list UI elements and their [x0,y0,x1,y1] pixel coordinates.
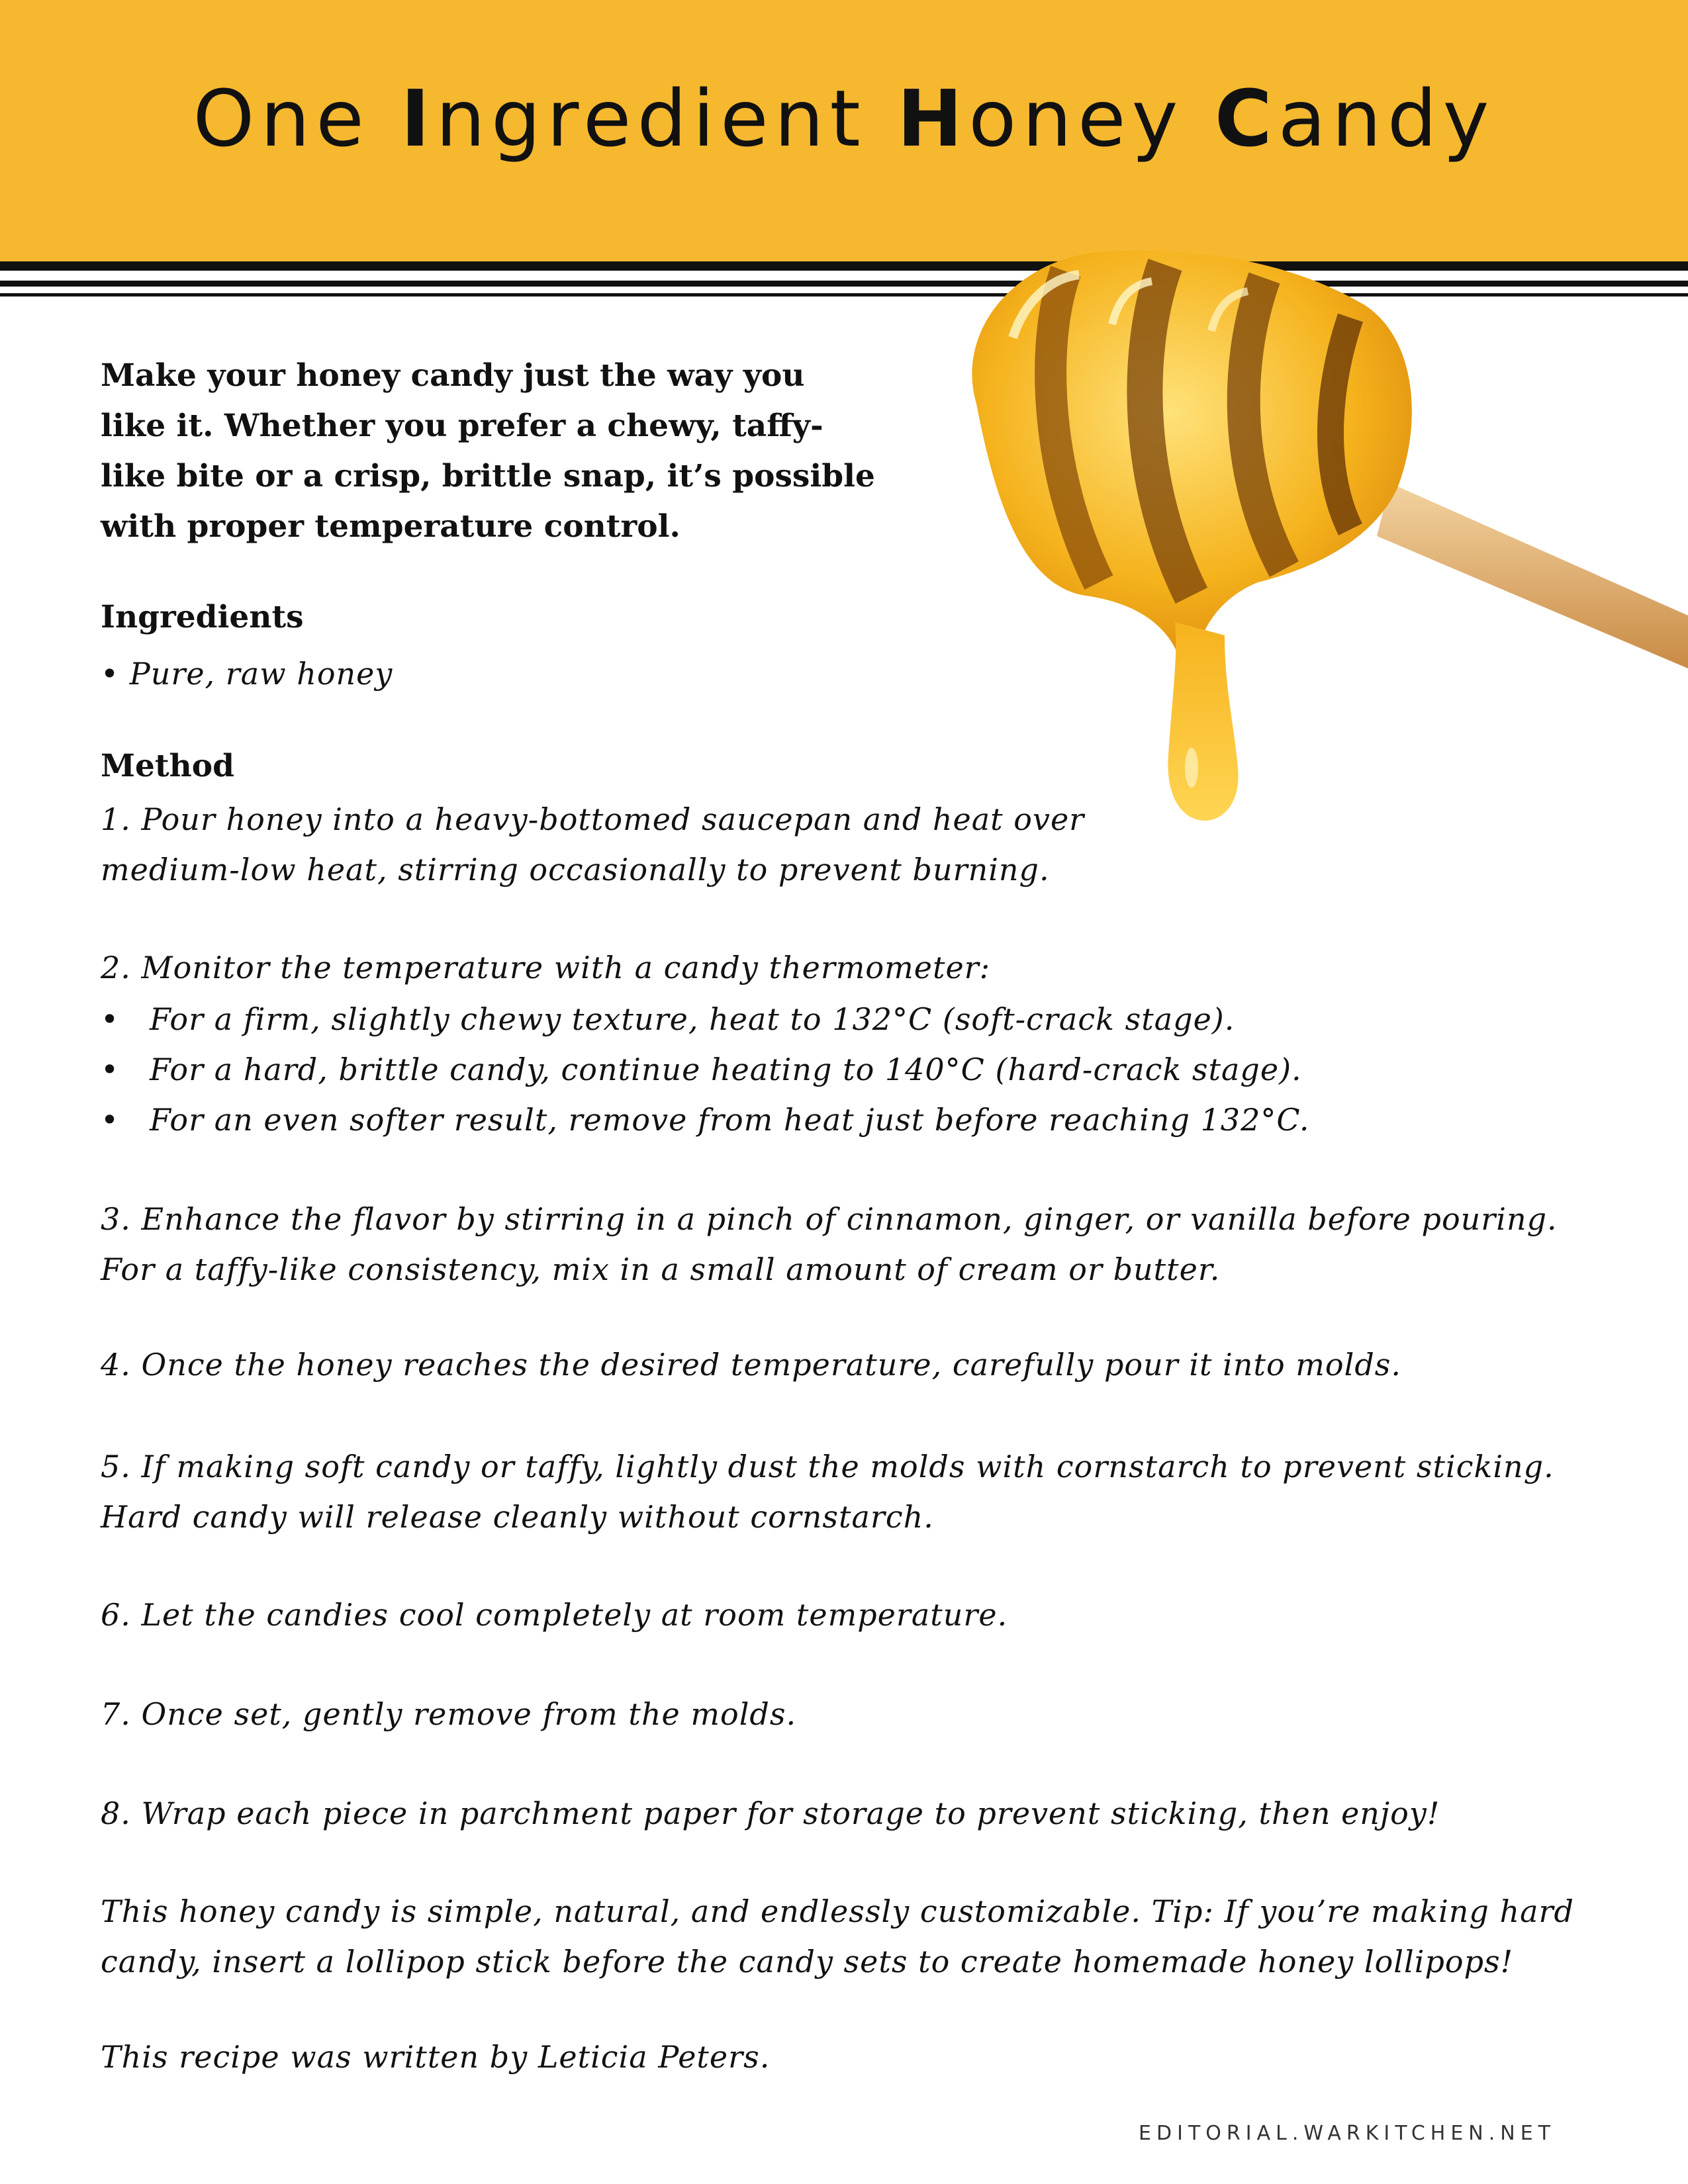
temperature-bullet: • For an even softer result, remove from heat just before reaching 132°C. [101,1102,1310,1138]
author-credit: This recipe was written by Leticia Peters. [101,2039,771,2075]
header-banner [0,0,1688,261]
honey-dipper-illustration [914,225,1688,854]
method-step-8: 8. Wrap each piece in parchment paper for storage to prevent sticking, then enjoy! [101,1796,1440,1831]
temperature-bullet: • For a firm, slightly chewy texture, heat to 132°C (soft-crack stage). [101,1001,1235,1037]
method-heading: Method [101,748,235,784]
ingredients-heading: Ingredients [101,599,304,635]
honey-drip [1168,622,1238,821]
method-step-7: 7. Once set, gently remove from the molds. [101,1696,797,1732]
honey-drip-highlight [1185,748,1198,788]
method-step-4: 4. Once the honey reaches the desired temperature, carefully pour it into molds. [101,1347,1401,1383]
ingredient-item: • Pure, raw honey [101,656,393,692]
method-step-5: 5. If making soft candy or taffy, lightly dust the molds with cornstarch to prevent sticking. Hard candy will release cleanly without cornstarch. [101,1449,1554,1535]
footer-website: EDITORIAL.WARKITCHEN.NET [1139,2122,1556,2145]
method-step-2: 2. Monitor the temperature with a candy thermometer: [101,950,991,985]
intro-paragraph: Make your honey candy just the way you like it. Whether you prefer a chewy, taffy- like bite or a crisp, brittle snap, it’s possible with proper temperature control. [101,357,875,545]
method-step-1: 1. Pour honey into a heavy-bottomed saucepan and heat over medium-low heat, stirring occasionally to prevent burning. [101,801,1085,887]
dipper-stick [1377,483,1688,668]
closing-paragraph: This honey candy is simple, natural, and endlessly customizable. Tip: If you’re making hard candy, insert a lollipop stick before the candy sets to create homemade honey lollipops! [101,1893,1574,1979]
temperature-bullet: • For a hard, brittle candy, continue heating to 140°C (hard-crack stage). [101,1052,1302,1087]
method-step-6: 6. Let the candies cool completely at room temperature. [101,1597,1008,1633]
page-title: One Ingredient Honey Candy [193,73,1495,164]
method-step-3: 3. Enhance the flavor by stirring in a pinch of cinnamon, ginger, or vanilla before pouring. For a taffy-like consistency, mix in a small amount of cream or butter. [101,1201,1558,1287]
